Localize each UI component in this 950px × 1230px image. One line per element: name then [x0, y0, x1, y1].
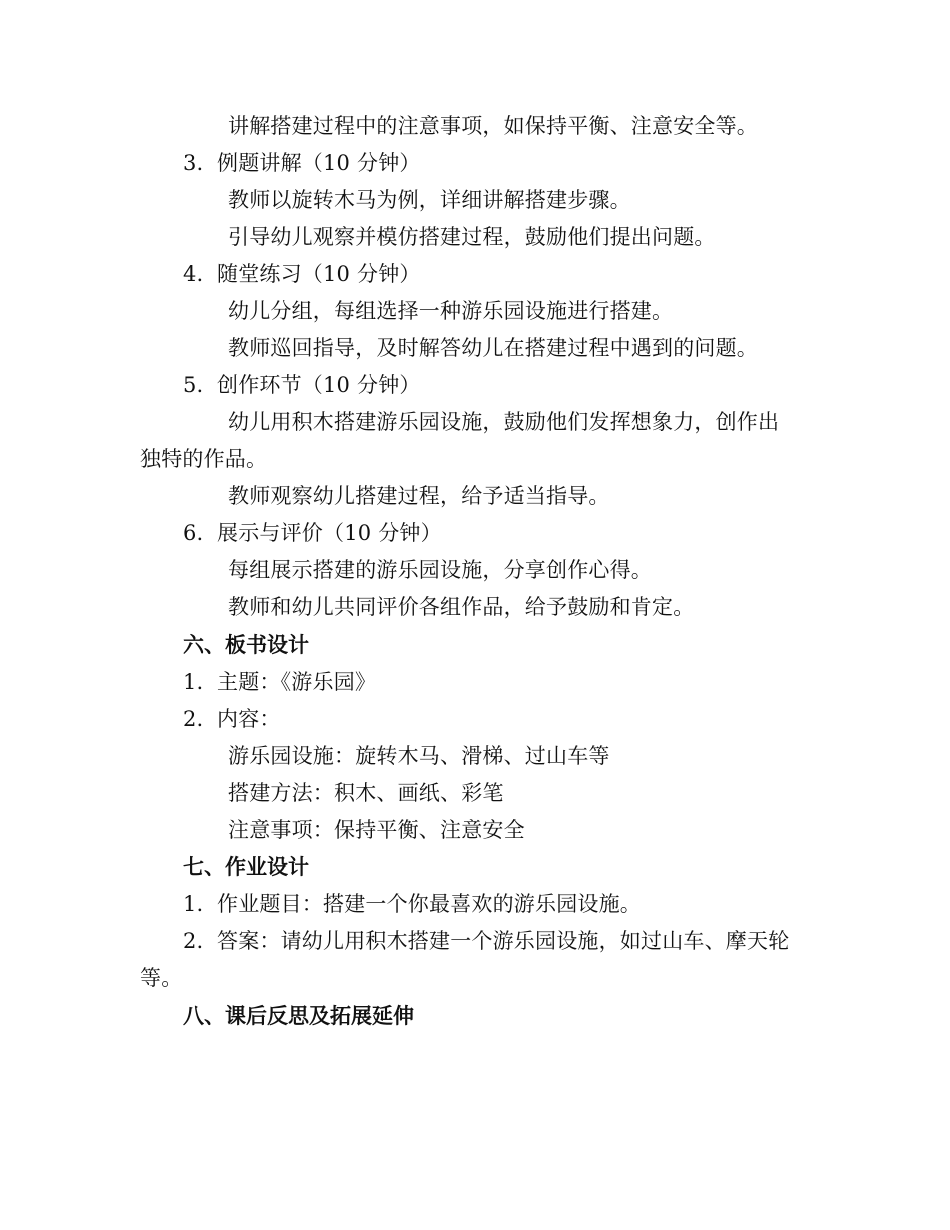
list-number: 1.	[183, 670, 204, 694]
board-item-2	[183, 705, 281, 733]
paragraph-create-2: 独特的作品。	[140, 447, 268, 471]
paragraph-evaluate: 教师和幼儿共同评价各组作品，给予鼓励和肯定。	[228, 595, 695, 619]
paragraph-example: 教师以旋转木马为例，详细讲解搭建步骤。	[228, 188, 631, 212]
homework-item-2	[183, 927, 789, 955]
list-item-text: 内容：	[217, 707, 281, 731]
list-item-text: 展示与评价（10 分钟）	[217, 521, 442, 545]
paragraph-guide: 引导幼儿观察并模仿搭建过程，鼓励他们提出问题。	[228, 225, 716, 249]
section-heading-homework: 七、作业设计	[183, 855, 309, 879]
homework-item-1	[183, 890, 641, 918]
list-item-text: 答案：请幼儿用积木搭建一个游乐园设施，如过山车、摩天轮	[217, 929, 790, 953]
paragraph-groups: 幼儿分组，每组选择一种游乐园设施进行搭建。	[228, 299, 674, 323]
list-number: 6.	[183, 521, 204, 545]
paragraph-observe: 教师观察幼儿搭建过程，给予适当指导。	[228, 484, 610, 508]
board-methods: 搭建方法：积木、画纸、彩笔	[228, 781, 504, 805]
paragraph-tour: 教师巡回指导，及时解答幼儿在搭建过程中遇到的问题。	[228, 336, 758, 360]
list-item-4	[183, 260, 421, 288]
list-number: 2.	[183, 929, 204, 953]
list-item-text: 随堂练习（10 分钟）	[217, 262, 421, 286]
list-item-text: 例题讲解（10 分钟）	[217, 151, 421, 175]
list-number: 5.	[183, 373, 204, 397]
list-item-text: 创作环节（10 分钟）	[217, 373, 421, 397]
list-item-text: 主题：《游乐园》	[217, 670, 377, 694]
paragraph-safety-notes: 讲解搭建过程中的注意事项，如保持平衡、注意安全等。	[228, 114, 758, 138]
list-number: 1.	[183, 892, 204, 916]
list-number: 3.	[183, 151, 204, 175]
list-item-3	[183, 149, 421, 177]
board-item-1	[183, 668, 376, 696]
list-item-5	[183, 371, 421, 399]
section-heading-board-design: 六、板书设计	[183, 633, 309, 657]
list-number: 4.	[183, 262, 204, 286]
list-item-6	[183, 519, 442, 547]
paragraph-show: 每组展示搭建的游乐园设施，分享创作心得。	[228, 558, 652, 582]
section-heading-reflection: 八、课后反思及拓展延伸	[183, 1004, 414, 1028]
paragraph-create-1: 幼儿用积木搭建游乐园设施，鼓励他们发挥想象力，创作出	[228, 410, 780, 434]
board-notes: 注意事项：保持平衡、注意安全	[228, 818, 525, 842]
list-item-text: 作业题目：搭建一个你最喜欢的游乐园设施。	[217, 892, 641, 916]
list-number: 2.	[183, 707, 204, 731]
homework-item-2-cont: 等。	[140, 966, 183, 990]
board-facilities: 游乐园设施：旋转木马、滑梯、过山车等	[228, 744, 610, 768]
